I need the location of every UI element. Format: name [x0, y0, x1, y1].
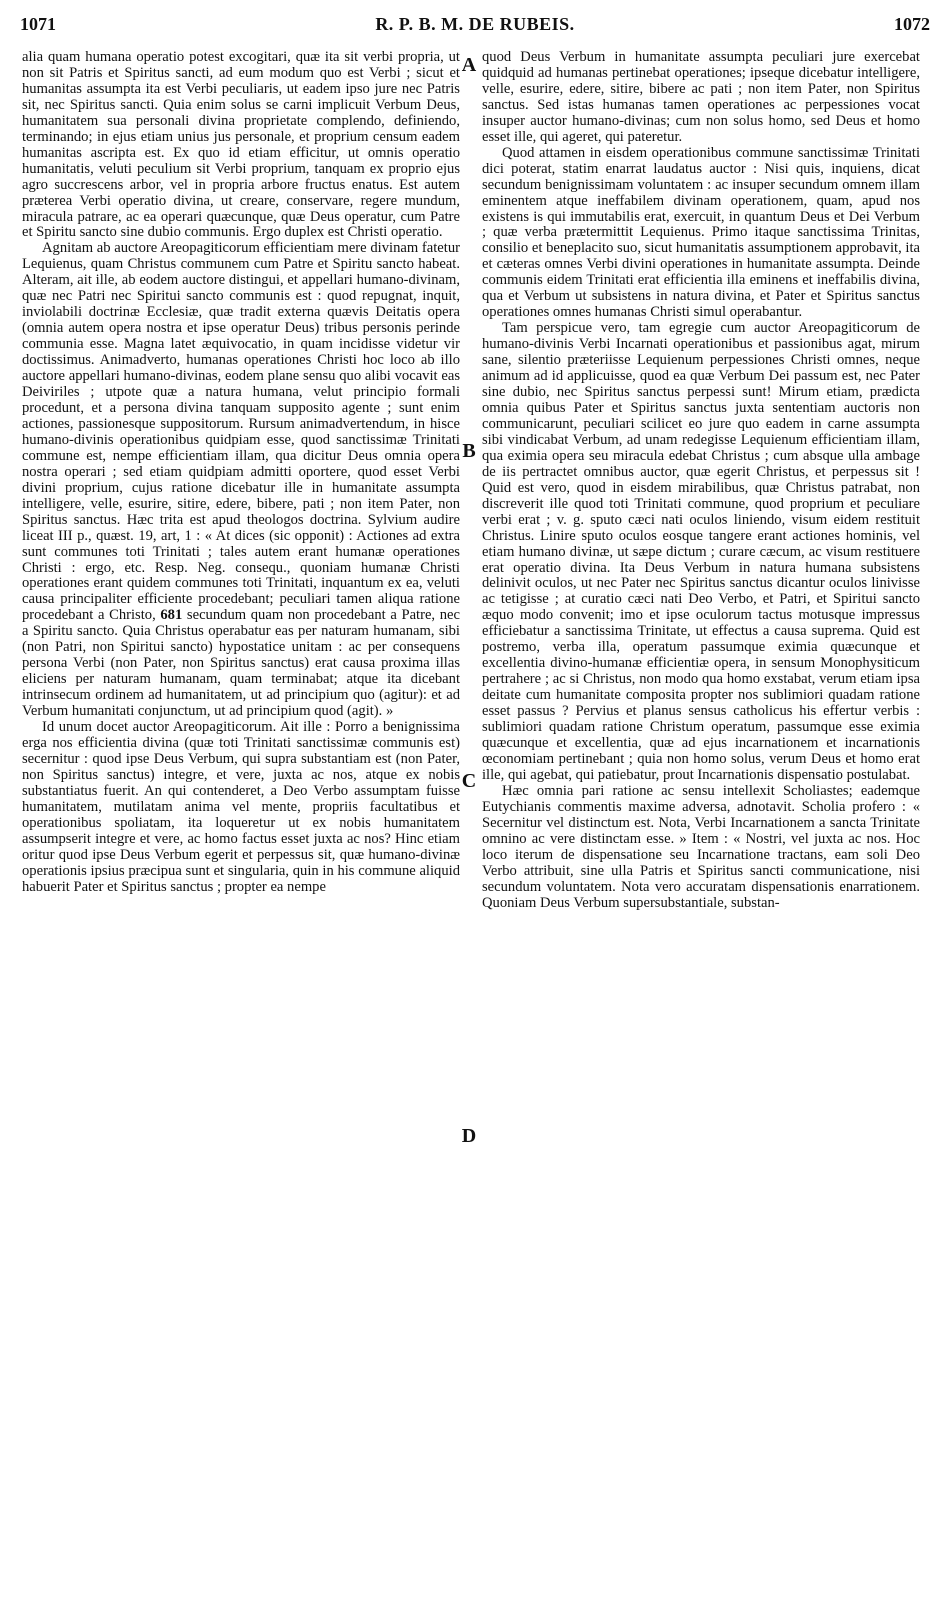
- running-title: R. P. B. M. DE RUBEIS.: [375, 14, 575, 34]
- left-paragraph-3: Id unum docet auctor Areopagiticorum. Ait ille : Porro a benignissima erga nos efficientia divina (quæ toti Trinitati sanctissimæ communis est) secernitur : quod ipse Deus Verbum, qui supra substantiam est (non Pater, non Spiritus sanctus) integre, et vere, juxta ac nos, atque ex nobis substantiatus fuerit. An qui contenderet, a Deo Verbo assumptam fuisse humanitatem, mutilatam anima vel mente, propriis facultatibus et operationibus spoliatam, ita loqueretur ut ex nobis humanitatem assumpserit integre et vere, ac homo factus esset juxta ac nos? Hinc etiam oritur quod ipse Deus Verbum egerit et perpessus sit, quæ humano-divinæ operationis ipsius præcipua sunt et singularia, quin in his commune aliquid habuerit Pater et Spiritus sanctus ; propter ea nempe: [22, 719, 460, 895]
- right-column: [482, 50, 920, 911]
- margin-marker-b: B: [462, 440, 476, 462]
- margin-marker-d: D: [461, 1125, 477, 1147]
- left-paragraph-2: [22, 241, 460, 720]
- left-paragraph-2-cont: secundum quam non procedebant a Patre, nec a Spiritu sancto. Quia Christus operabatur eas per naturam humanam, sibi (non Patri, non Spiritui sancto) hypostatice unitam : ac per consequens persona Verbi (non Pater, non Spiritus sanctus) erat causa proxima illas eliciens per naturam humanam, quam terminabat; atque ita dicebant intrinsecum ordinem ad humanitatem, ut ad principium quo (agitur): et ad Verbum humanitati conjunctum, ut ad principium quod (agit). »: [22, 607, 460, 720]
- margin-marker-a: A: [461, 54, 477, 76]
- page-number-left: 1071: [20, 14, 56, 34]
- page-reference: 681: [160, 607, 183, 624]
- left-column: [22, 50, 460, 896]
- left-paragraph-1: alia quam humana operatio potest excogitari, quæ ita sit verbi propria, ut non sit Patris et Spiritus sancti, ad eum modum quo est Verbi ; sicut et humanitas assumpta ita est Verbi peculiaris, ut eadem ipso jure nec Patris sit, nec Spiritus sancti. Quia enim solus se carni implicuit Verbum Deus, humanitatem sua personali divina proprietate complendo, definiendo, terminando; in ejus etiam unius jus personale, et proprium censum eadem humanitas ascripta est. Ex quo id etiam efficitur, ut omnis operatio humanitatis, veluti peculium sit Verbi proprium, tanquam ex proprio ejus agro succrescens arbor, vel in propria arbore fructus enatus. Est autem præterea Verbi operatio divina, ut creare, conservare, regere mundum, miracula patrare, ac ea operari quæcunque, quæ Deus operatur, cum Patre et Spiritu sancto sine dubio communis. Ergo duplex est Christi operatio.: [22, 49, 460, 241]
- right-paragraph-3: Tam perspicue vero, tam egregie cum auctor Areopagiticorum de humano-divinis Verbi Incarnati operationibus et passionibus agat, mirum sane, silentio præteriisse Lequienum perpessiones Christi omnes, neque animum ad id applicuisse, quod ea quæ Verbum Dei passum est, nec Pater sine dubio, nec Spiritus sanctus perpessi sunt! Mirum etiam, prædicta omnia quibus Pater et Spiritus sanctus juxta sententiam auctoris non communicarunt, peculiari scilicet eo jure quo eadem in carne assumpta sibi vindicabat Verbum, ad unam redegisse Lequienum efficientiam illam, qua eximia opera seu miracula edebat Christus ; cum absque ulla ambage de iis pertractet omnibus auctor, quæ egerit Christus, et perpessus sit ! Quid est vero, quod in eisdem mirabilibus, quæ Christus patrabat, non discreverit ille quod toti Trinitati commune, quod proprium et peculiare verbi erat ; v. g. sputo cæci nati oculos liniendo, visum eidem restituit Christus. Linire sputo oculos eosque tangere erant actiones hominis, vel etiam humano divinæ, ut sæpe dictum ; curare cæcum, ac visum restituere erat operatio divina. Ita Deus Verbum in natura humana subsistens delinivit oculos, ut nec Pater nec Spiritus sanctus dicantur oculos linivisse ac tetigisse ; at curatio cæci nati Deo Verbo, et Patri, et Spiritui sancto æquo modo convenit; imo et ipse oculorum tactus motusque impressus efficiebatur a sanctissima Trinitate, ut effectus a causa suprema. Quid est postremo, verba illa, operatum passumque eximia quæcunque et excellentia divino-humanæ efficientiæ opera, in sensum Monophysiticum pertrahere ; ac si Christus, non modo qua homo exstabat, verum etiam ipsa deitate cum humanitate composita propter nos sublimiori quadam ratione esset passus ? Pervius et planus sensus catholicus his effertur verbis : sublimiori quadam ratione Christum operatum, passumque esse eximia quæcunque et excellentia, quæ ad ejus incarnationem et incarnationis œconomiam pertinebant ; quia non homo solus, verum Deus et homo erat ille, qui agebat, qui patiebatur, prout Incarnationis dispensatio postulabat.: [482, 320, 920, 783]
- margin-marker-c: C: [461, 770, 477, 792]
- right-paragraph-2: Quod attamen in eisdem operationibus commune sanctissimæ Trinitati dici poterat, statim enarrat laudatus auctor : Nisi quis, inquiens, dicat secundum benignissimam voluntatem : ac insuper secundum omnem illam eminentem atque ineffabilem divinam operationem, quam, apud nos existens is qui immutabilis erat, exercuit, in quantum Deus et Dei Verbum ; quæ verba prætermittit Lequienus. Primo itaque sanctissima Trinitas, consilio et beneplacito suo, sicut humanitatis assumptionem approbavit, ita et cæteras omnes Verbi divini operationes in humanitate assumpta. Deinde communis eidem Trinitati erat efficientia illa eminens et ineffabilis divina, qua et Verbum ut subsistens in natura divina, et Pater et Spiritus sanctus operationes omnes humanas Christi simul operabantur.: [482, 144, 920, 321]
- right-paragraph-4: Hæc omnia pari ratione ac sensu intellexit Scholiastes; eademque Eutychianis commentis maxime adversa, adnotavit. Scholia profero : « Secernitur vel distinctum est. Nota, Verbi Incarnationem a sancta Trinitate omnino ac vere distinctam esse. » Item : « Nostri, vel juxta ac nos. Hoc loco iterum de dispensatione seu Incarnatione tractans, eam soli Deo Verbo attribuit, sine ulla Patris et Spiritus sancti communicatione, nisi secundum voluntatem. Nota vero accuratam dispensationis enarrationem. Quoniam Deus Verbum supersubstantiale, substan-: [482, 782, 920, 911]
- right-paragraph-1: quod Deus Verbum in humanitate assumpta peculiari jure exercebat quidquid ad humanas pertinebat operationes; ipseque dicebatur intelligere, velle, esurire, edere, sitire, bibere ac pati ; non item Pater, non Spiritus sanctus. Sed istas humanas tamen operationes ac perpessiones vocat insuper auctor humano-divinas; cum non solus homo, sed Deus et homo esset ille, qui ageret, qui pateretur.: [482, 49, 920, 145]
- page-header: [20, 14, 930, 42]
- page-number-right: 1072: [894, 14, 930, 34]
- left-paragraph-2-text: Agnitam ab auctore Areopagiticorum efficientiam mere divinam fatetur Lequienus, quam Christus communem cum Patre et Spiritu sancto habeat. Alteram, ait ille, ab eodem auctore distingui, et appellari humano-divinam, quæ nec Patri nec Spiritui sancto communis est : quod repugnat, inquit, inviolabili doctrinæ Ecclesiæ, quæ tradit externa quævis Deitatis opera (omnia autem opera nostra et ipse operatur Deus) tribus personis perinde communia esse. Magna latet æquivocatio, in quam incidisse videtur vir doctissimus. Animadverto, humanas operationes Christi hoc loco ab illo auctore appellari humano-divinas, eodem plane sensu quo alibi vocavit eas Deiviriles ; utpote quæ a natura humana, velut principio formali procedunt, et a persona divina tanquam supposito agente ; sunt enim actiones, passionesque suppositorum. Rursum animadvertendum, in hisce humano-divinis operationibus quidpiam esse, quod sanctissimæ Trinitati commune est, nempe efficientiam illam, qua dicitur Deus omnia opera nostra operari ; sed etiam quidpiam admitti oportere, quod esset Verbi divini proprium, cujus ratione dicebatur ille in humanitate assumpta intelligere, velle, esurire, sitire, edere, bibere, pati ; non item Pater, non Spiritus sanctus. Hæc trita est apud theologos doctrina. Sylvium audire liceat III p., quæst. 19, art, 1 : « At dices (sic opponit) : Actiones ad extra sunt communes toti Trinitati ; tales autem erant humanæ operationes Christi : ergo, etc. Resp. Neg. consequ., quoniam humanæ Christi operationes erant quidem communes toti Trinitati, inquantum ex ea, veluti causa principaliter efficiente procedebant; peculiari tamen aliqua ratione procedebant a Christo,: [22, 240, 460, 624]
